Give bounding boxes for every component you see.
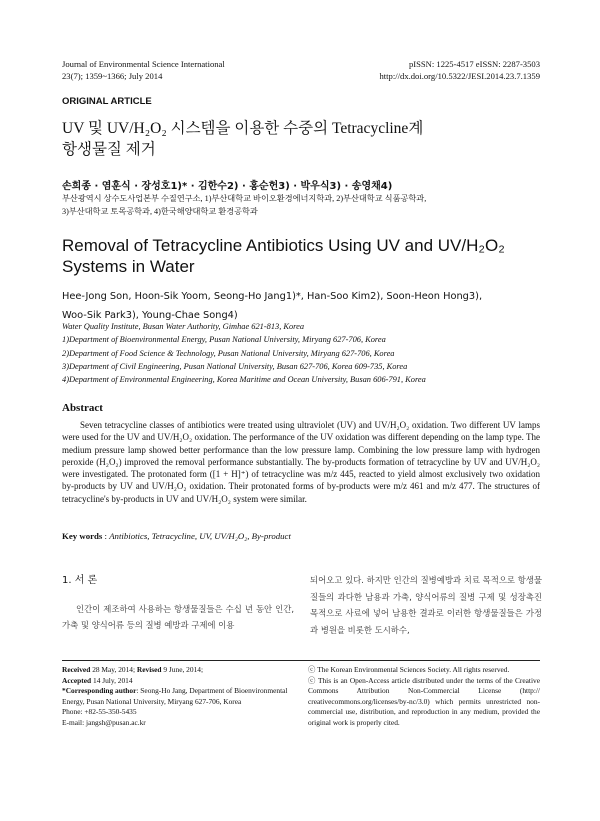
journal-name: Journal of Environmental Science International [62, 59, 225, 69]
accepted-label: Accepted [62, 675, 92, 685]
affiliation-line: Water Quality Institute, Busan Water Authority, Gimhae 621-813, Korea [62, 322, 305, 331]
license-notice: ⓒ This is an Open-Access article distributed under the terms of the Creative Commons Attribution Non-Commercial License (http:// creativecommons.org/licenses/by-nc/3.0) which permits unrestricted non-commercial use, distribution, and reproduction in any medium, provided the original work is properly cited. [308, 675, 540, 727]
footer-divider [62, 660, 540, 661]
english-title [62, 235, 540, 277]
korean-title [62, 118, 542, 160]
revised-label: Revised [136, 665, 162, 674]
korean-title-line-1: UV 및 UV/H₂O₂ 시스템을 이용한 수중의 Tetracycline계 [62, 120, 424, 137]
keywords-value: Antibiotics, Tetracycline, UV, UV/H₂O₂, By-product [109, 531, 291, 541]
intro-left-column: 인간이 제조하여 사용하는 항생물질들은 수십 년 동안 인간, 가축 및 양식어류 등의 질병 예방과 구제에 이용 [62, 604, 294, 630]
keywords-label: Key words [62, 531, 103, 541]
korean-authors: 손희종 · 염훈식 · 장성호1)* · 김한수2) · 홍순헌3) · 박우식3) · 송영채4) [62, 181, 393, 192]
affiliation-line: 2)Department of Food Science & Technology, Pusan National University, Miryang 627-706, Korea [62, 348, 395, 358]
affiliation-line: 4)Department of Environmental Engineering, Korea Maritime and Ocean University, Busan 606-791, Korea [62, 375, 426, 385]
footer-right [308, 665, 540, 728]
article-type: ORIGINAL ARTICLE [62, 96, 152, 107]
section-heading: 1. 서 론 [62, 575, 98, 586]
corresponding-text: : Seong-Ho Jang, Department of Bioenvironmental Energy, Pusan National University, Miryang 627-706, Korea [62, 686, 288, 706]
abstract-heading: Abstract [62, 402, 103, 414]
journal-doi[interactable]: http://dx.doi.org/10.5322/JESI.2014.23.7.1359 [379, 71, 540, 81]
phone: Phone: +82-55-350-5435 [62, 707, 137, 716]
email[interactable]: E-mail: jangsh@pusan.ac.kr [62, 717, 146, 727]
english-title-line-1: Removal of Tetracycline Antibiotics Using UV and UV/H₂O₂ [62, 236, 505, 255]
english-authors-line-1: Hee-Jong Son, Hoon-Sik Yoom, Seong-Ho Jang1)*, Han-Soo Kim2), Soon-Heon Hong3), [62, 291, 483, 302]
received-label: Received [62, 665, 91, 674]
abstract-text: Seven tetracycline classes of antibiotics were treated using ultraviolet (UV) and UV/H₂O₂ oxidation. Two different UV lamps were used for the UV and UV/H₂O₂ oxidation. The performance of the UV oxidation was different depending on the lamp type. The medium pressure lamp showed better performance than the low pressure lamp. Combining the low pressure lamp with hydrogen peroxide (H₂O₂) improved the removal performance substantially. The by-products formation of tetracycline by UV and UV/H₂O₂ were investigated. The protonated form ([1 + H]⁺) of tetracycline was m/z 445, reacted to yield almost exclusively two oxidation by-products by UV and UV/H₂O₂ oxidation. Their protonated forms of by-products were m/z 461 and m/z 477. The structures of tetracycline's by-products in UV and UV/H₂O₂ system were similar. [62, 420, 540, 504]
affiliation-line: 3)Department of Civil Engineering, Pusan National University, Busan 627-706, Korea 609-735, Korea [62, 361, 408, 371]
keywords: Key words : Antibiotics, Tetracycline, UV, UV/H₂O₂, By-product [62, 531, 291, 541]
korean-title-line-2: 항생물질 제거 [62, 141, 156, 158]
korean-affiliation-line-2: 3)부산대학교 토목공학과, 4)한국해양대학교 환경공학과 [62, 206, 258, 216]
intro-right-column: 되어오고 있다. 하지만 인간의 질병예방과 치료 목적으로 항생물질들의 과다한 남용과 가축, 양식어류의 질병 구제 및 성장촉진 목적으로 사료에 넣어 남용한 결과로 이러한 항생물질들은 가정과 병원을 비롯한 도시하수, [310, 575, 542, 635]
dates-line-1 [62, 665, 294, 676]
revised-date: 9 June, 2014; [163, 665, 204, 674]
korean-affiliations [62, 193, 540, 218]
received-date: 28 May, 2014; [92, 665, 136, 674]
english-affiliations [62, 320, 540, 386]
footer-left [62, 665, 294, 728]
corresponding-label: *Corresponding author [62, 686, 137, 695]
copyright-notice: ⓒ The Korean Environmental Sciences Society. All rights reserved. [308, 665, 510, 674]
corresponding-author [62, 686, 294, 707]
english-authors-line-2: Woo-Sik Park3), Young-Chae Song4) [62, 310, 238, 321]
affiliation-line: 1)Department of Bioenvironmental Energy, Pusan National University, Miryang 627-706, Korea [62, 335, 386, 345]
english-title-line-2: Systems in Water [62, 257, 195, 276]
journal-issn: pISSN: 1225-4517 eISSN: 2287-3503 [408, 59, 540, 69]
korean-affiliation-line-1: 부산광역시 상수도사업본부 수질연구소, 1)부산대학교 바이오환경에너지학과, 2)부산대학교 식품공학과, [62, 194, 427, 203]
journal-volume: 23(7); 1359~1366; July 2014 [62, 71, 163, 81]
dates-line-2 [62, 676, 294, 687]
accepted-date: 14 July, 2014 [93, 675, 133, 685]
